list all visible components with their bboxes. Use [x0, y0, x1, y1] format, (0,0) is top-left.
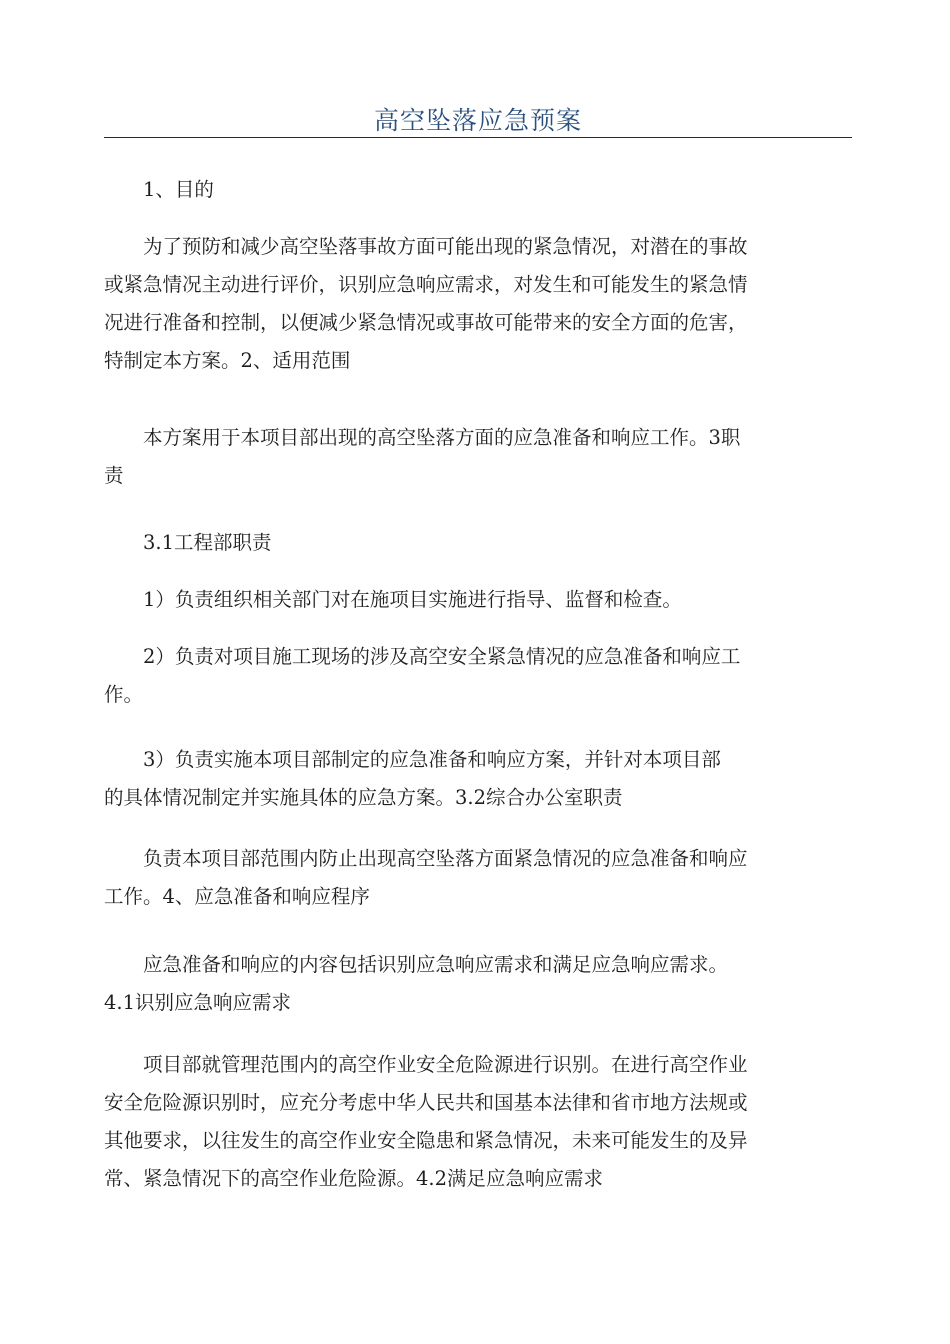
paragraph-line: 项目部就管理范围内的高空作业安全危险源进行识别。在进行高空作业 — [143, 1053, 748, 1076]
paragraph-line: 本方案用于本项目部出现的高空坠落方面的应急准备和响应工作。3职 — [143, 426, 741, 449]
paragraph-line: 3）负责实施本项目部制定的应急准备和响应方案，并针对本项目部 — [143, 748, 721, 771]
paragraph-8 — [104, 840, 856, 916]
paragraph-line: 3.1工程部职责 — [143, 531, 272, 554]
paragraph-line: 应急准备和响应的内容包括识别应急响应需求和满足应急响应需求。 — [143, 953, 729, 976]
paragraph-line: 2）负责对项目施工现场的涉及高空安全紧急情况的应急准备和响应工 — [143, 645, 741, 668]
paragraph-line: 责 — [104, 464, 124, 487]
paragraph-line: 工作。4、应急准备和响应程序 — [104, 885, 370, 908]
paragraph-6 — [104, 638, 856, 714]
paragraph-line: 1、目的 — [143, 178, 214, 201]
paragraph-7 — [104, 741, 856, 817]
paragraph-line: 特制定本方案。2、适用范围 — [104, 349, 351, 372]
paragraph-5 — [104, 581, 856, 619]
paragraph-9 — [104, 946, 856, 1022]
paragraph-line: 其他要求，以往发生的高空作业安全隐患和紧急情况，未来可能发生的及异 — [104, 1129, 748, 1152]
paragraph-line: 负责本项目部范围内防止出现高空坠落方面紧急情况的应急准备和响应 — [143, 847, 748, 870]
paragraph-line: 况进行准备和控制，以便减少紧急情况或事故可能带来的安全方面的危害， — [104, 311, 748, 334]
paragraph-line: 或紧急情况主动进行评价，识别应急响应需求，对发生和可能发生的紧急情 — [104, 273, 748, 296]
paragraph-line: 的具体情况制定并实施具体的应急方案。3.2综合办公室职责 — [104, 786, 623, 809]
paragraph-4 — [104, 524, 856, 562]
paragraph-line: 为了预防和减少高空坠落事故方面可能出现的紧急情况，对潜在的事故 — [143, 235, 748, 258]
paragraph-1 — [104, 171, 856, 209]
paragraph-3 — [104, 419, 856, 495]
document-title: 高空坠落应急预案 — [373, 106, 582, 135]
paragraph-2 — [104, 228, 856, 380]
paragraph-10 — [104, 1046, 856, 1198]
paragraph-line: 常、紧急情况下的高空作业危险源。4.2满足应急响应需求 — [104, 1167, 604, 1190]
paragraph-line: 作。 — [104, 683, 144, 706]
paragraph-line: 4.1识别应急响应需求 — [104, 991, 292, 1014]
paragraph-line: 1）负责组织相关部门对在施项目实施进行指导、监督和检查。 — [143, 588, 682, 611]
title-underline — [104, 137, 852, 138]
paragraph-line: 安全危险源识别时，应充分考虑中华人民共和国基本法律和省市地方法规或 — [104, 1091, 748, 1114]
